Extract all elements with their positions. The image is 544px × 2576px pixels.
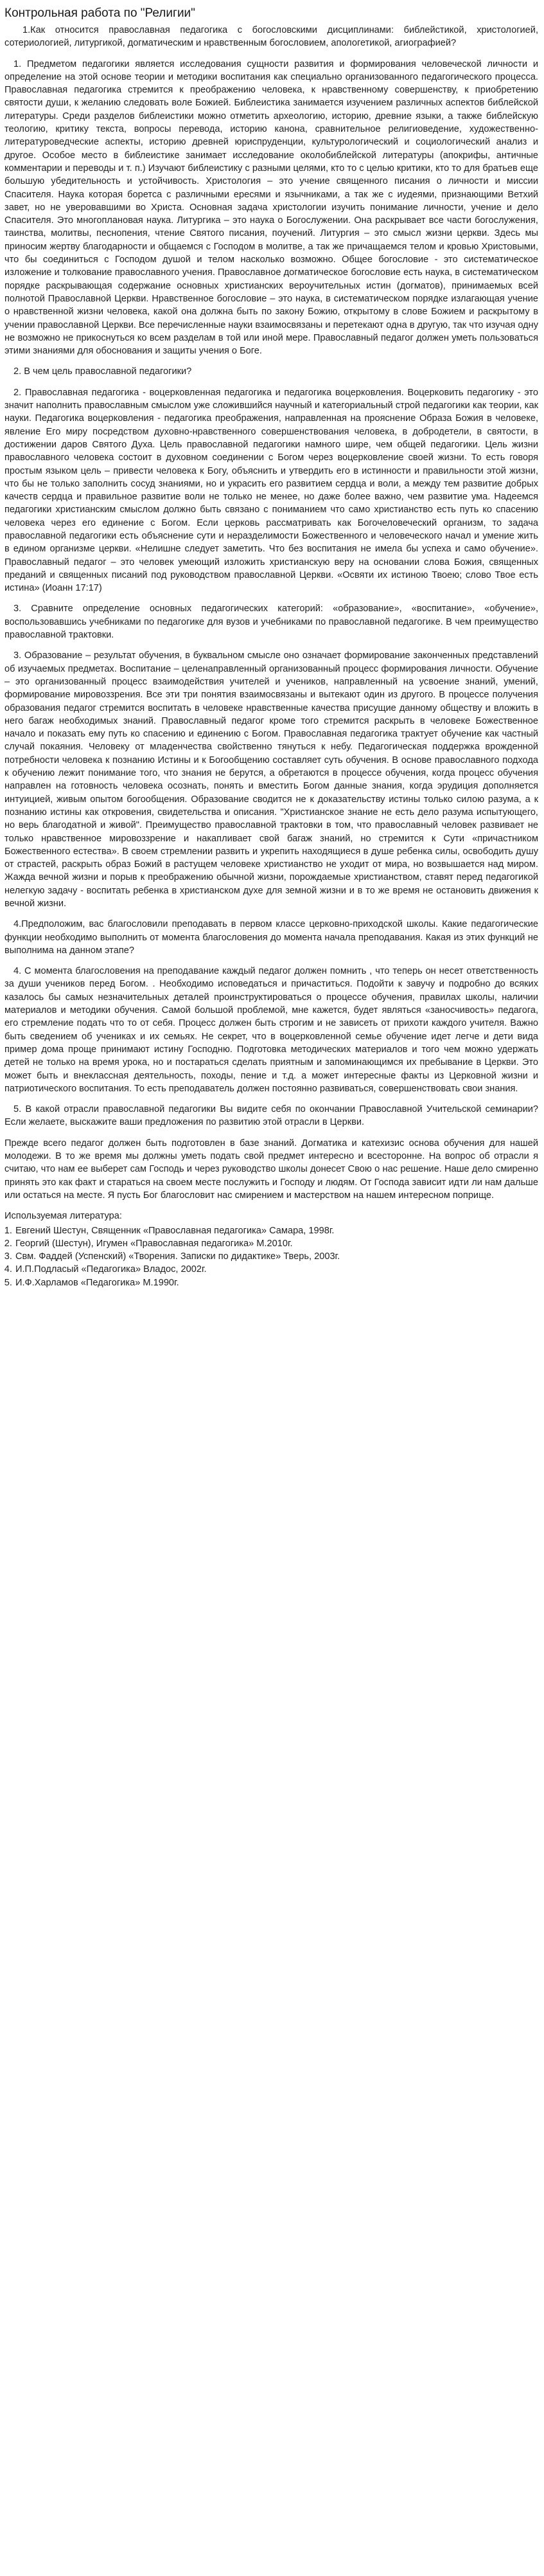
literature-item: 1. Евгений Шестун, Священник «Православная педагогика» Самара, 1998г. xyxy=(15,1224,538,1237)
answer-3-text: 3. Образование – результат обучения, в буквальном смысле оно означает формирование законченных представлений об изучаемых предметах. Воспитание – целенаправленный организованный процесс формирования личности. Обучение – это организованный процесс взаимодействия учителей и учеников, направленный на усвоение знаний, умений, формирование мировоззрения. Все эти три понятия взаимосвязаны и вытекают один из другого. В процессе получения образования педагог стремится воспитать в человеке нравственные качества присущие данному обществу и вложить в него багаж необходимых знаний. Православный педагог кроме того стремится раскрыть в человеке Божественное начало и показать ему путь ко спасению и единению с Богом. Православная педагогика трактует обучение как частный случай покаяния. Человеку от младенчества свойственно тянуться к небу. Педагогическая поддержка врожденной потребности человека к познанию Истины и к Богообщению составляет суть обучения. В основе православного подхода к обучению лежит понимание того, что знания не берутся, а обретаются в процессе обучения, когда процесс обучения направлен на готовность человека осознать, понять и вместить Богом данные знания, когда эрудиция дополняется интуицией, живым опытом богообщения. Образование сводится не к доказательству истины только силою разума, а к познанию истины как откровения, свидетельства и описания. "Христианское знание не есть дело разума испытующего, но верь благодатной и живой". Преимущество православной трактовки в том, что православный человек развивает не только нравственное мировоззрение и накапливает свой багаж знаний, но стремится к Сути «причастником Божественного естества». В своем стремлении развить и укрепить находящиеся в душе ребенка силы, освободить душу от страстей, раскрыть образ Божий в растущем человеке христианство не уходит от мира, но возвышается над миром. Жажда вечной жизни и порыв к преображению обычной жизни, порождаемые христианством, ставят перед педагогикой нелегкую задачу - воспитать ребенка в христианском духе для земной жизни и в то же время не остановить движения к вечной жизни. xyxy=(4,650,538,909)
page-title: Контрольная работа по "Религии" xyxy=(4,6,195,20)
answer-1-text: 1. Предметом педагогики является исследования сущности развития и формирования человеческой личности и определение на этой основе теории и методики воспитания как специально организованного педагогического процесса. Православная педагогика стремится к преображению человека, к нравственному совершенству, к приобретению святости души, к желанию следовать воле Божией. Библеистика занимается изучением различных аспектов библейской литературы. Среди разделов библеистики можно отметить археологию, историю, древние языки, а также библейскую теологию, критику текста, вопросы перевода, историю канона, сравнительное религиоведение, художественно-литературоведческие аспекты, историю древней юриспруденции, культурологический и социологический анализ и другое. Особое место в библеистике занимает исследование околобиблейской литературы (апокрифы, античные комментарии и переводы и т. п.) Изучают библеистику с разными целями, кто то с целью критики, кто то для братьев еще большую убедительность и устойчивость. Христология – это учение священного писания о личности и миссии Спасителя. Наука которая боретса с различными ересями и язычниками, а так же с иудеями, признающими Ветхий завет, но не уверовавшими во Христа. Основная задача христологии изучить понимание личности, учение и дело Спасителя. Это многоплановая наука. Литургика – это наука о Богослужении. Она раскрывает все части богослужения, таинства, молитвы, песнопения, чтение Святого писания, поучений. Литургия – это смысл жизни церкви. Здесь мы приносим жертву благодарности и общаемся с Господом в молитве, а так же причащаемся телом и кровью Христовыми, что бы соединиться с Господом душой и телом насколько возможно. Общее богословие - это систематическое изложение и толкование православного учения. Православное догматическое богословие есть наука, в систематическом порядке раскрывающая содержание основных христианских вероучительных истин (догматов), принимаемых всей полнотой Православной Церкви. Нравственное богословие – это наука, в систематическом порядке излагающая учение о нравственной жизни человека, какой она должна быть по закону Божию, открытому в слове Божием и раскрытому в учении православной Церкви. Все перечисленные науки взаимосвязаны и перетекают одна в другую, так что изучая одну не возможно не прикоснуться ко всем разделам в той или иной мере. Православный педагог должен уметь пользоваться этими знаниями для обоснования и защиты учения о Боге. xyxy=(4,58,538,357)
literature-item: 2. Георгий (Шестун), Игумен «Православная педагогика» М.2010г. xyxy=(15,1237,538,1250)
literature-item: 3. Свм. Фаддей (Успенский) «Творения. Записки по дидактике» Тверь, 2003г. xyxy=(15,1250,538,1263)
question-5 xyxy=(4,1103,538,1129)
answer-2-text: 2. Православная педагогика - воцерковленная педагогика и педагогика воцерковления. Воцерковить педагогику - это значит наполнить православным смыслом уже сложившийся научный и категориальный строй педагогики как теории, как науки. Педагогика воцерковления - педагогика преображения, направленная на прояснение Образа Божия в человеке, явление Его миру посредством духовно-нравственного совершенствования человека, в добродетели, в святости, в достижении даров Святого Духа. Цель православной педагогики намного шире, чем общей педагогики. Цель жизни православного человека состоит в духовном соединении с Богом через воцерковление своей жизни. То есть говоря простым языком цель – привести человека к Богу, объяснить и утвердить его в истинности и правильности этой жизни, что бы не только заполнить сосуд знаниями, но и украсить его развитием сердца и воли, а между тем развитие добрых качеств сердца и правильное развитие воли не только не менее, но даже более важно, чем развитие ума. Надеемся педагогики христианским смыслом должно быть связано с пониманием что само христианство есть путь ко спасению человека через его единение с Богом. Если церковь рассматривать как Богочеловеческий организм, то задача православной педагогики есть объяснение сути и неразделимости Божественного и человеческого начал и умение жить в едином организме церкви. «Нелишне следует заметить. Что без воспитания не имела бы успеха и само обучение». Православный педагог – это человек умеющий изложить христианскую веру на основании слова Божия, священных преданий и священных писаний под руководством православной Церкви. «Освяти их истиною Твоею; слово Твое есть истина» (Иоанн 17:17) xyxy=(4,387,538,594)
answer-4-text: 4. С момента благословения на преподавание каждый педагог должен помнить , что теперь он несет ответственность за души учеников перед Богом. . Необходимо исповедаться и причаститься. Подойти к завучу и подробно до всяких казалось бы самых незначительных деталей проинструктироваться о процессе обучения, правилах школы, наличии материалов и методики обучения. Самой большой проблемой, мне кажется, будет являться «заносчивость» педагога, его стремление подать что то от себя. Процесс должен быть строгим и не зависеть от прихоти каждого учителя. Важно быть сведением об учениках и их семьях. Не секрет, что в воцерковленной семье обучение идет легче и дети вида пример дома проще принимают истину Господню. Подготовка методических материалов и того чем можно удержать детей не только на время урока, но и постараться сделать приятным и запоминающимся их пребывание в Церкви. Это может быть и внеклассная деятельность, походы, пение и т.д. а может интересные факты из Церковной жизни и патриотического воспитания. То есть преподаватель должен постоянно развиваться, совершенствовать свои знания. xyxy=(4,966,538,1094)
question-2 xyxy=(4,365,538,378)
question-3 xyxy=(4,602,538,641)
literature-item: 4. И.П.Подласый «Педагогика» Владос, 2002г. xyxy=(15,1263,538,1276)
answer-1 xyxy=(4,58,538,358)
literature-list xyxy=(4,1224,538,1289)
answer-5-text: Прежде всего педагог должен быть подготовлен в базе знаний. Догматика и катехизис основа обучения для нашей молодежи. В то же время мы должны уметь подать свой предмет интересно и всесторонне. На вопрос об отрасли я считаю, что нам ее выберет сам Господь и через руководство школы донесет Свою о нас решение. Наше дело смиренно принять это как факт и стараться на своем месте послужить и Господу и людям. От Господа зависит идти ли нам дальше или остаться на месте. Я пусть Бог благословит нас смирением и мастерством на нашем интересном поприще. xyxy=(4,1138,538,1201)
question-5-text: 5. В какой отрасли православной педагогики Вы видите себя по окончании Православной Учительской семинарии? Если желаете, выскажите ваши предложения по развитию этой отрасли в Церкви. xyxy=(4,1104,538,1128)
answer-4 xyxy=(4,965,538,1095)
answer-5 xyxy=(4,1137,538,1202)
literature-title: Используемая литература: xyxy=(4,1211,122,1222)
question-4 xyxy=(4,918,538,957)
question-1 xyxy=(4,24,538,50)
question-3-text: 3. Сравните определение основных педагогических категорий: «образование», «воспитание», «обучение», воспользовавшись учебниками по педагогике для вузов и учебниками по православной педагогике. В чем преимущество православной трактовки. xyxy=(4,604,538,641)
answer-2 xyxy=(4,386,538,595)
literature-item: 5. И.Ф.Харламов «Педагогика» М.1990г. xyxy=(15,1276,538,1289)
answer-3 xyxy=(4,649,538,910)
question-1-text: 1.Как относится православная педагогика с богословскими дисциплинами: библейстикой, христологией, сотериологией, литургикой, догматическим и нравственным богословием, апологетикой, агиографией? xyxy=(4,25,538,49)
question-4-text: 4.Предположим, вас благословили преподавать в первом классе церковно-приходской школы. Какие педагогические функции необходимо выполнить от момента благословения до момента начала преподавания. Какая из этих функций не выполнима на данном этапе? xyxy=(4,919,538,956)
question-2-text: 2. В чем цель православной педагогики? xyxy=(13,366,192,377)
